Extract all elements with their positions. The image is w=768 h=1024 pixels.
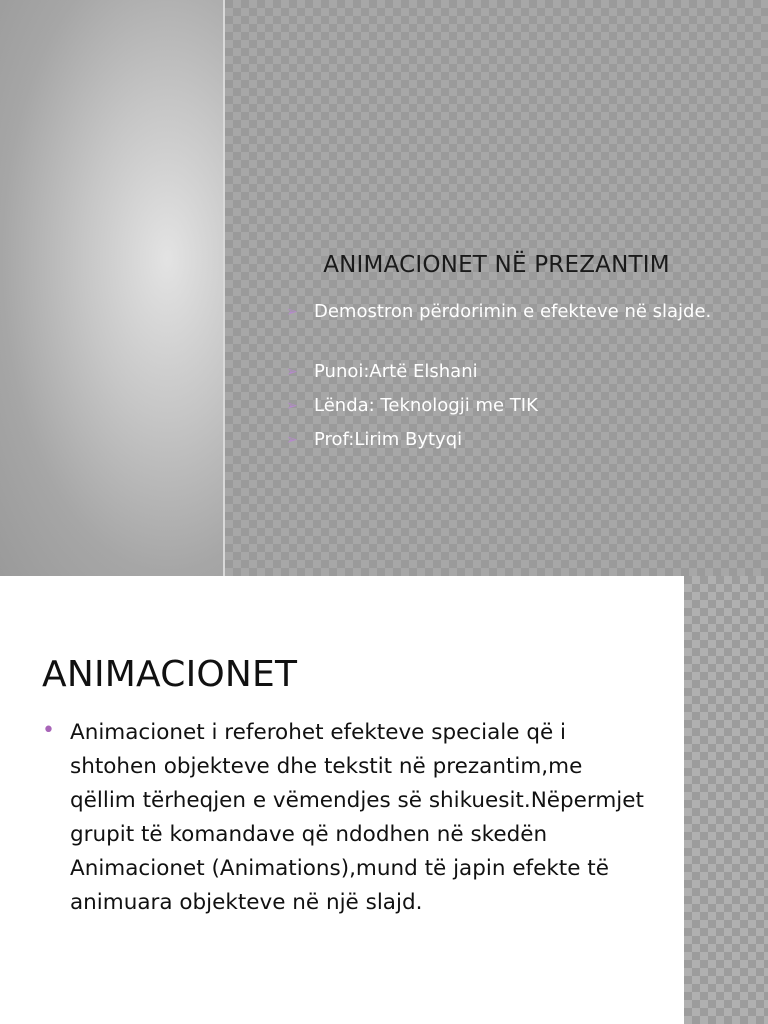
content-bullet-list [42,716,647,920]
bullet-item-professor [286,426,726,454]
slide-title: ANIMACIONET NË PREZANTIM [323,252,670,278]
left-gradient-panel [0,0,223,576]
patterned-side-strip [684,576,768,1024]
bullet-item-author [286,358,726,386]
patterned-background-panel [225,0,768,576]
arrow-bullet-icon: ➢ [286,398,298,414]
dot-bullet-icon: • [42,718,55,743]
arrow-bullet-icon: ➢ [286,364,298,380]
bullet-item-definition [42,716,647,920]
bullet-text: Demostron përdorimin e efekteve në slajde. [314,301,712,322]
content-slide [0,576,768,1024]
bullet-item-description [286,298,726,326]
bullet-text: Lënda: Teknologji me TIK [314,395,538,416]
arrow-bullet-icon: ➢ [286,432,298,448]
bullet-text: Punoi:Artë Elshani [314,361,478,382]
bullet-text: Animacionet i referohet efekteve speciale që i shtohen objekteve dhe tekstit në prezantim,me qëllim tërheqjen e vëmendjes së shikuesit.Nëpermjet grupit të komandave që ndodhen në skedën Animacionet (Animations),mund të japin efekte të animuara objekteve në një slajd. [70,720,644,915]
arrow-bullet-icon: ➢ [286,304,298,320]
subtitle-bullet-list [286,298,726,460]
bullet-item-subject [286,392,726,420]
bullet-text: Prof:Lirim Bytyqi [314,429,463,450]
slide-title: ANIMACIONET [42,654,298,695]
